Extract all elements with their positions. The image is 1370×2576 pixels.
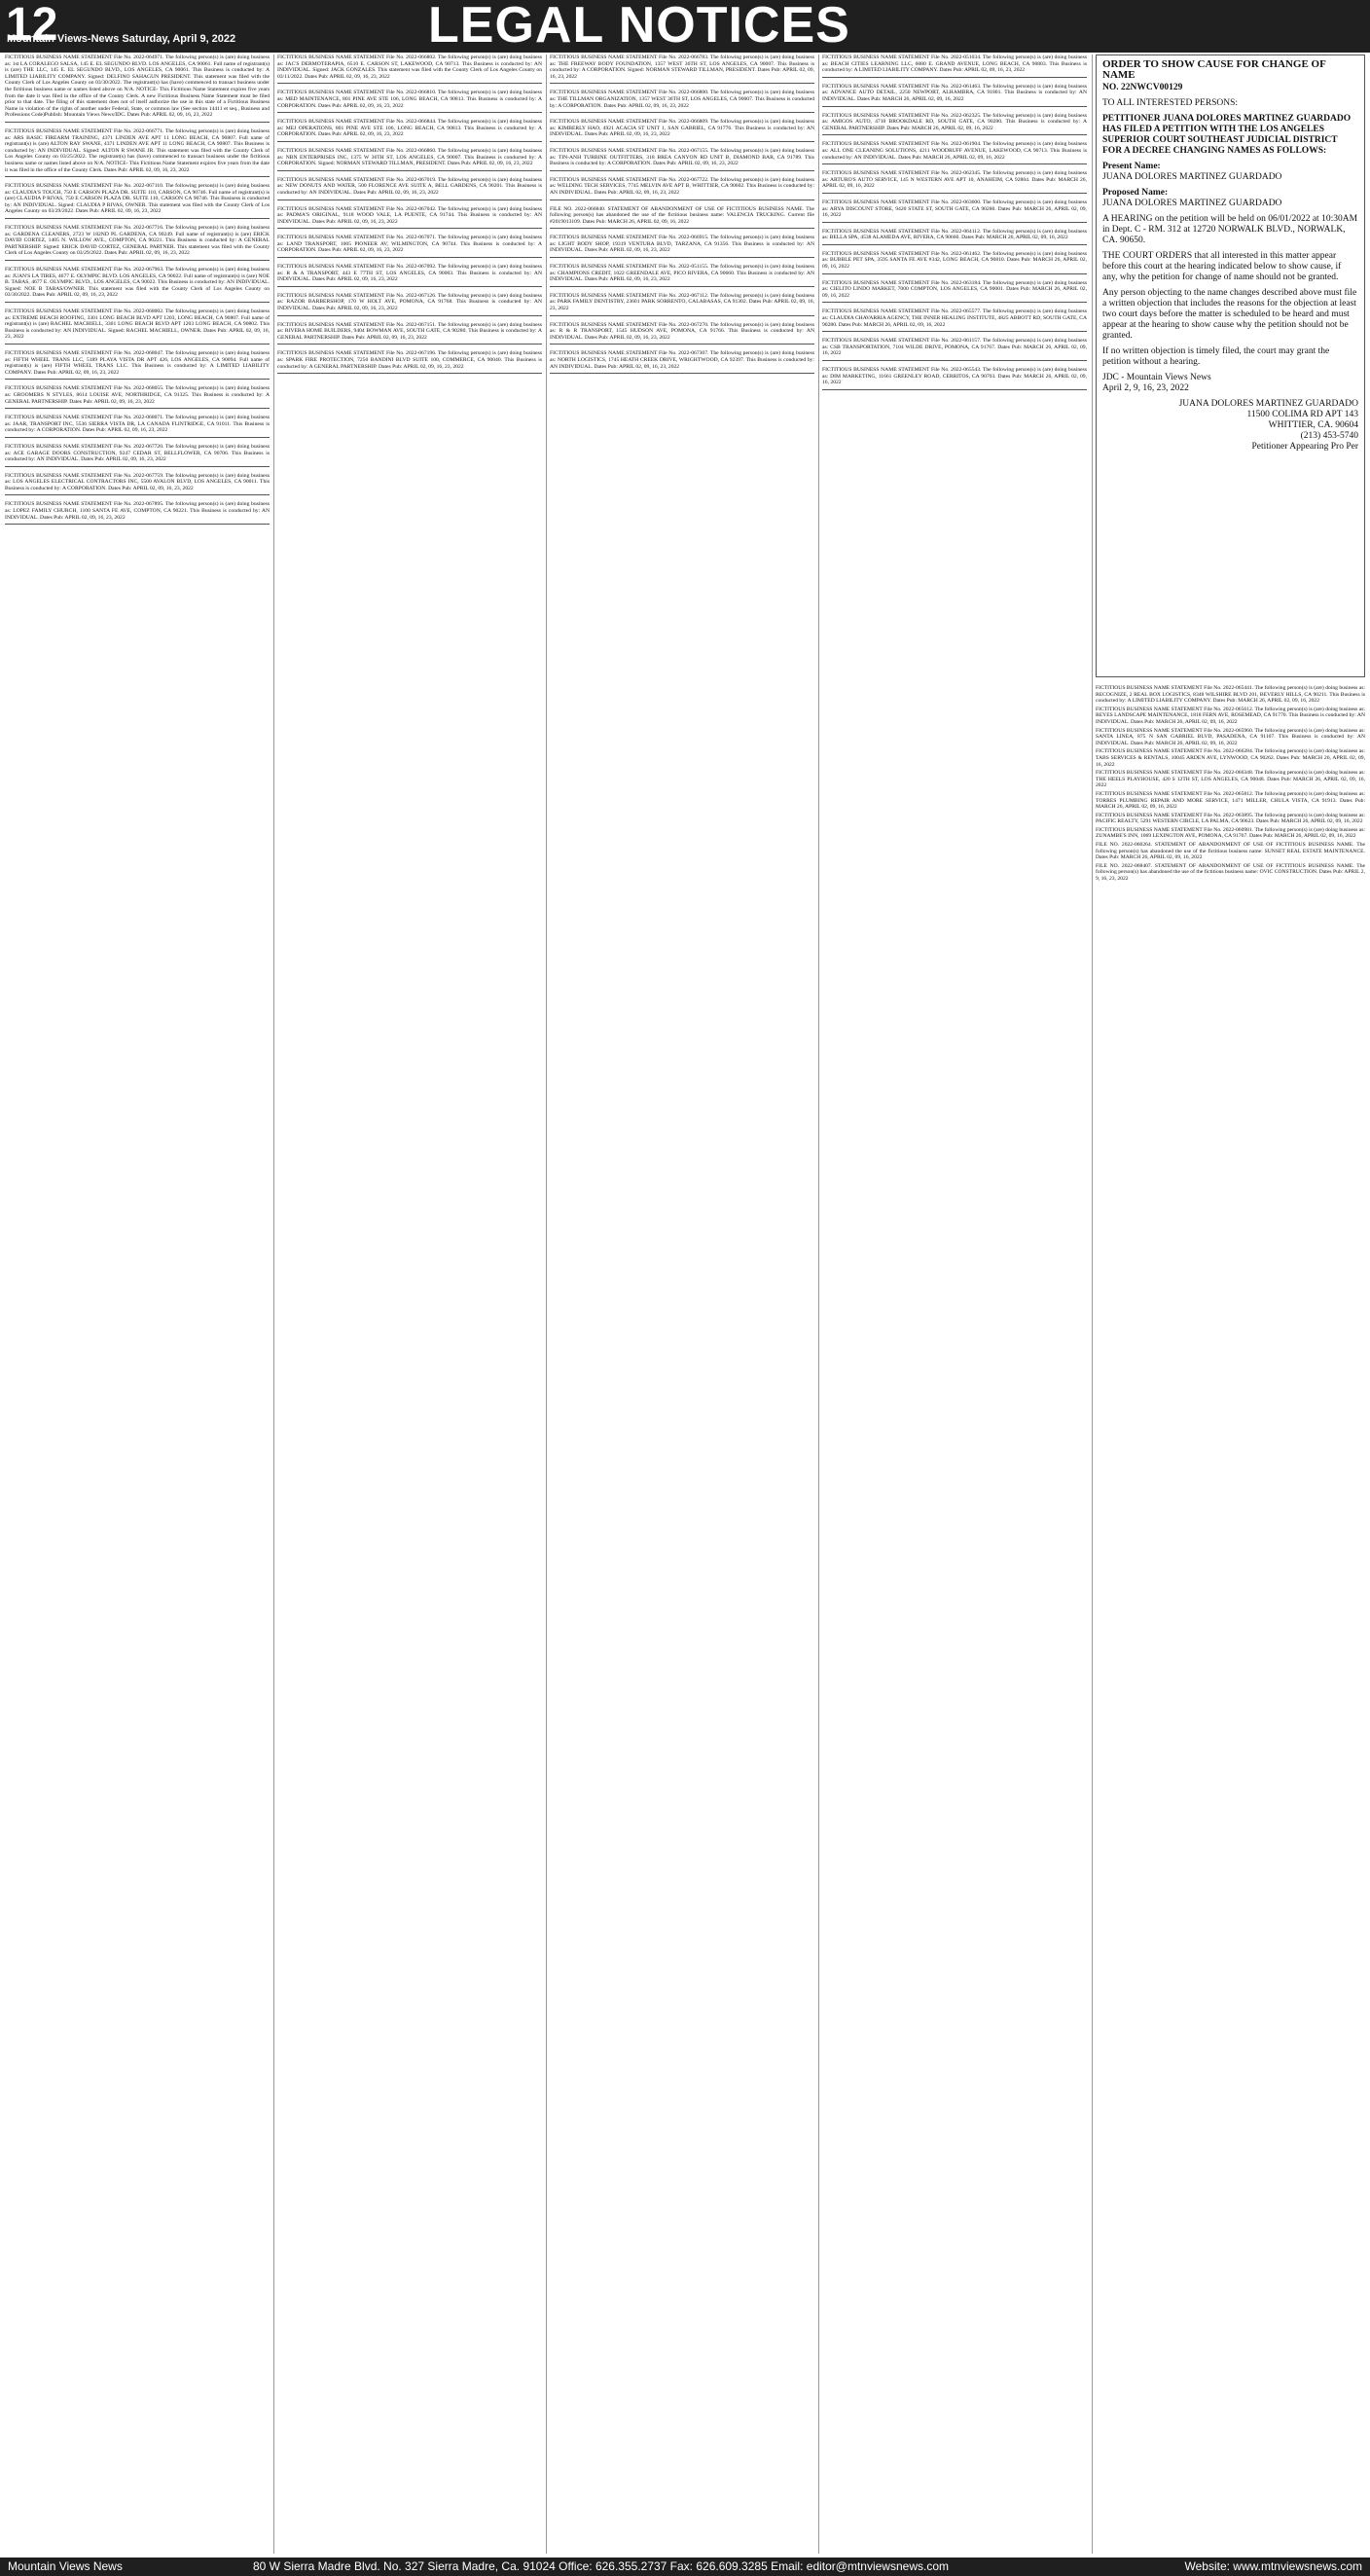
- notice-text: FICTITIOUS BUSINESS NAME STATEMENT File No. 2022-066771. The following person(s) is (are) doing business as: ARS BASIC FIREARM TRAINING, 4371 LINDEN AVE APT 11 LONG BEACH, CA 90807. Full name of registrant(s) is (are) ALTON RAY SWANE, 4371 LINDEN AVE APT 11 LONG BEACH, CA 90807. This Business is conducted by: AN INDIVIDUAL. Signed: ALTON R SWANE JR. This statement was filed with the County Clerk of Los Angeles County on 03/25/2022. The registrant(s) has (have) commenced to transact business under the fictitious business name or names listed above on N/A. NOTICE- This Fictitious Name Statement expires five years from the date it was filed in the office of the County Clerk. Dates Pub: APRIL 02, 09, 16, 23, 2022: [5, 127, 270, 173]
- legal-notice: [5, 225, 270, 261]
- notice-text: FICTITIOUS BUSINESS NAME STATEMENT File No. 2022-063895. The following person(s) is (are) doing business as: PACIFIC REALTY, 5291 WESTERN CIRCLE, LA PALMA, CA 90623. Dates Pub: MARCH 26, APRIL 02, 09, 16, 2022: [1096, 812, 1365, 825]
- legal-notice: [1096, 685, 1365, 705]
- legal-notice: [277, 54, 542, 84]
- notice-text: FICTITIOUS BUSINESS NAME STATEMENT File No. 2022-066810. The following person(s) is (are) doing business as: MED MAINTENANCE, 801 PINE AVE STE 106, LONG BEACH, CA 90813. This Business is conducted by: A CORPORATION. Dates Pub: APRIL 02, 09, 16, 23, 2022: [277, 90, 542, 109]
- notice-separator: [550, 83, 814, 84]
- notice-separator: [550, 344, 814, 345]
- legal-notice: [5, 54, 270, 123]
- notice-separator: [5, 494, 270, 495]
- notice-separator: [5, 122, 270, 123]
- legal-notice: [277, 119, 542, 142]
- notice-text: FICTITIOUS BUSINESS NAME STATEMENT File No. 2022-061157. The following person(s) is (are) doing business as: CSB TRANSPORTATION, 7104 WILDE DRIVE, POMONA, CA 91767. Dates Pub: MARCH 26, APRIL 02, 09, 16, 2022: [822, 338, 1087, 357]
- column-rule: [1092, 54, 1093, 2554]
- notice-separator: [277, 344, 542, 345]
- notice-separator: [277, 112, 542, 113]
- petitioner-name: JUANA DOLORES MARTINEZ GUARDADO: [1178, 399, 1358, 409]
- legal-notice: [1096, 748, 1365, 768]
- notice-separator: [550, 112, 814, 113]
- page-number: 12: [6, 0, 58, 51]
- petitioner-role: Petitioner Appearing Pro Per: [1251, 442, 1358, 452]
- legal-notice: [550, 90, 814, 113]
- notice-separator: [277, 257, 542, 258]
- notice-text: FICTITIOUS BUSINESS NAME STATEMENT File No. 2022-060981. The following person(s) is (are) doing business as: ZUNAMBE'S INN, 1069 LEXINGTON AVE, POMONA, CA 91767. Dates Pub: MARCH 26, APRIL 02, 09, 16, 2022: [1096, 826, 1365, 840]
- legal-notice: [550, 350, 814, 374]
- notice-separator: [277, 286, 542, 287]
- legal-notice: [550, 206, 814, 230]
- notice-text: FICTITIOUS BUSINESS NAME STATEMENT File No. 2022-063600. The following person(s) is (are) doing business as: ARYA DISCOUNT STORE, 9420 STATE ST, SOUTH GATE, CA 90280. Dates Pub: MARCH 26, APRIL 02, 09, 16, 2022: [822, 199, 1087, 219]
- no-objection-text: If no written objection is timely filed, the court may grant the petition without a hearing.: [1102, 346, 1330, 367]
- column-1: [5, 54, 270, 2554]
- notice-text: FICTITIOUS BUSINESS NAME STATEMENT File No. 2022-062325. The following person(s) is (are) doing business as: AMIGOS AUTO, 4710 BROOKDALE RD, SOUTH GATE, CA 90280. This Business is conducted by: A GENERAL PARTNERSHIP. Dates Pub: MARCH 26, APRIL 02, 09, 16, 2022: [822, 112, 1087, 131]
- proposed-name-label: Proposed Name:: [1102, 188, 1169, 198]
- court-orders-text: THE COURT ORDERS that all interested in this matter appear before this court at the hearing indicated below to show cause, if any, why the petition for change of name should not be granted.: [1102, 251, 1342, 282]
- notice-separator: [822, 193, 1087, 194]
- legal-notice: [550, 264, 814, 287]
- notice-separator: [277, 315, 542, 316]
- legal-notice: [822, 280, 1087, 304]
- legal-notice: [5, 267, 270, 303]
- notice-text: FICTITIOUS BUSINESS NAME STATEMENT File No. 2022-067307. The following person(s) is (are) doing business as: NORTH LOGISTICS, 1745 HEATH CREEK DRIVE, WRIGHTWOOD, CA 92397. This Business is conducted by: AN INDIVIDUAL. Dates Pub: APRIL 02, 09, 16, 23, 2022: [550, 350, 814, 370]
- notice-text: FICTITIOUS BUSINESS NAME STATEMENT File No. 2022-067963. The following person(s) is (are) doing business as: JUAN'S LA TIRES, 4677 E. OLYMPIC BLVD. LOS ANGELES, CA 90022. Full name of registrant(s) is (are) NOE B. TABAS, 4677 E. OLYMPIC BLVD., LOS ANGELES, CA 90022. This Business is conducted by: AN INDIVIDUAL. Signed: NOE B TABAS/OWNER. This statement was filed with the County Clerk of Los Angeles County on 03/30/2022. Dates Pub: APRIL 02, 09, 16, 23, 2022: [5, 267, 270, 299]
- petitioner-address-1: 11500 COLIMA RD APT 143: [1246, 410, 1358, 419]
- notice-separator: [822, 134, 1087, 135]
- legal-notice: [822, 338, 1087, 361]
- legal-notice: [5, 128, 270, 177]
- column-4: [822, 54, 1087, 2554]
- footer-bar: [0, 2558, 1370, 2576]
- notice-separator: [822, 106, 1087, 107]
- notice-separator: [550, 315, 814, 316]
- legal-notice: [822, 367, 1087, 390]
- publication: JDC - Mountain Views News: [1102, 373, 1211, 382]
- notice-text: FILE NO. 2022-068407. STATEMENT OF ABANDONMENT OF USE OF FICTITIOUS BUSINESS NAME. The following person(s) has abandoned the use of the fictitious business name: OVIC CONSTRUCTION. Dates Pub: APRIL 2, 9, 16, 23, 2022: [1096, 862, 1365, 883]
- notice-text: FICTITIOUS BUSINESS NAME STATEMENT File No. 2022-065960. The following person(s) is (are) doing business as: SANTA LINEA, 875 N SAN GABRIEL BLVD, PASADENA, CA 91107. This Business is conducted by: AN INDIVIDUAL. Dates Pub: MARCH 26, APRIL 02, 09, 16, 2022: [1096, 727, 1365, 746]
- notice-text: FICTITIOUS BUSINESS NAME STATEMENT File No. 2022-068055. The following person(s) is (are) doing business as: GROOMERS N STYLES, 8614 LOUISE AVE, NORTHRIDGE, CA 91325. This Business is conducted by: A GENERAL PARTNERSHIP. Dates Pub: APRIL 02, 09, 16, 23, 2022: [5, 385, 270, 405]
- notice-text: FICTITIOUS BUSINESS NAME STATEMENT File No. 2022-067196. The following person(s) is (are) doing business as: SPARK FIRE PROTECTION, 7250 BANDINI BLVD SUITE 100, COMMERCE, CA 90040. This Business is conducted by: A GENERAL PARTNERSHIP. Dates Pub: APRIL 02, 09, 16, 23, 2022: [277, 350, 542, 370]
- notice-separator: [822, 331, 1087, 332]
- legal-notice: [822, 141, 1087, 164]
- notice-separator: [277, 83, 542, 84]
- notice-separator: [822, 273, 1087, 274]
- notice-text: FICTITIOUS BUSINESS NAME STATEMENT File No. 2022-068047. The following person(s) is (are) doing business as: FIFTH WHEEL TRANS LLC, 5189 PLAYA VISTA DR APT 426, LOS ANGELES, CA 90094. Full name of registrant(s) is (are) FIFTH WHEEL TRANS LLC. This Business is conducted by: A LIMITED LIABILITY COMPANY. Dates Pub: APRIL 02, 09, 16, 23, 2022: [5, 349, 270, 376]
- legal-notice: [5, 183, 270, 219]
- notice-text: FICTITIOUS BUSINESS NAME STATEMENT File No. 2022-068071. The following person(s) is (are) doing business as: JAAR, TRANSPORT INC, 5536 SIERRA VISTA DR, LA CANADA FLINTRIDGE, CA 91011. This Business is conducted by: A CORPORATION. Dates Pub: APRIL 02, 09, 16, 23, 2022: [5, 415, 270, 434]
- legal-notice: [1096, 791, 1365, 811]
- notice-separator: [5, 408, 270, 409]
- notice-text: FICTITIOUS BUSINESS NAME STATEMENT File No. 2022-063184. The following person(s) is (are) doing business as: CIELITO LINDO MARKET, 7000 COMPTON, LOS ANGELES, CA 90001. Dates Pub: MARCH 26, APRIL 02, 09, 16, 2022: [822, 279, 1087, 299]
- legal-notice: [5, 385, 270, 409]
- legal-notice: [550, 119, 814, 142]
- legal-notice: [550, 54, 814, 84]
- notice-separator: [5, 344, 270, 345]
- column-rule: [818, 54, 819, 2554]
- notice-text: FICTITIOUS BUSINESS NAME STATEMENT File No. 2022-064112. The following person(s) is (are) doing business as: BELLA SPA, 4538 ALAMEDA AVE, RIVERA, CA 90660. Dates Pub: MARCH 26, APRIL 02, 09, 16, 2022: [822, 228, 1087, 241]
- legal-notice: [5, 308, 270, 345]
- legal-notice: [277, 177, 542, 200]
- notice-text: FICTITIOUS BUSINESS NAME STATEMENT File No. 2022-068002. The following person(s) is (are) doing business as: EXTREME BEACH ROOFING, 3301 LONG BEACH BLVD APT 1203, LONG BEACH, CA 90807. Full name of registrant(s) is (are) RACHEL MACHIELL, 3301 LONG BEACH BLVD APT 1203 LONG BEACH, CA 90802. This Business is conducted by: AN INDIVIDUAL. Signed: RACHEL MACHIELL, OWNER. Dates Pub: APRIL 02, 09, 16, 23, 2022: [5, 308, 270, 341]
- legal-notice: [822, 200, 1087, 223]
- notice-separator: [822, 163, 1087, 164]
- dateline: Mountain Views-News Saturday, April 9, 2022: [7, 33, 236, 45]
- notice-text: FICTITIOUS BUSINESS NAME STATEMENT File No. 2022-067155. The following person(s) is (are) doing business as: TIN-ANH TURBINE OUTFITTERS, 318 BREA CANYON RD UNIT B, DIAMOND BAR, CA 91789. This Business is conducted by: A CORPORATION. Dates Pub: APRIL 02, 09, 16, 23, 2022: [550, 147, 814, 167]
- legal-notice: [822, 54, 1087, 78]
- case-number: NO. 22NWCV00129: [1102, 83, 1183, 92]
- column-rule: [273, 54, 274, 2554]
- notice-separator: [5, 176, 270, 177]
- notice-text: FICTITIOUS BUSINESS NAME STATEMENT File No. 2022-061463. The following person(s) is (are) doing business as: ADVANCE AUTO DETAIL, 2250 NEWPORT, ALHAMBRA, CA 91801. This Business is conducted by: AN INDIVIDUAL. Dates Pub: MARCH 26, APRIL 02, 09, 16, 2022: [822, 83, 1087, 102]
- notice-separator: [822, 302, 1087, 303]
- notice-text: FICTITIOUS BUSINESS NAME STATEMENT File No. 2022-064971. The following person(s) is (are) doing business as: 1st LA CORALEGO SALSA, 145 E. EL SEGUNDO BLVD. LOS ANGELES, CA 90061. Full name of registrant(s) is (are) THE LLC, 145 E. EL SEGUNDO BLVD., LOS ANGELES, CA 90061. This Business is conducted by: A LIMITED LIABILITY COMPANY. Signed: DELFINO SAHAGUN PRESIDENT. This statement was filed with the County Clerk of Los Angeles County on 03/30/2022. The registrant(s) has (have) commenced to transact business under the fictitious business name or names listed above on N/A. NOTICE- This Fictitious Name Statement expires five years from the date it was filed in the office of the County Clerk. A new Fictitious Business Name Statement must be filed prior to that date. The filing of this statement does not of itself authorize the use in this state of a Fictitious Business Name in violation of the rights of another under Federal, State, or common law (See section 14411 et seq., Business and Professions Code)Publish: Mountain Views News/IDC. Dates Pub: APRIL 02, 09, 16, 23, 2022: [5, 54, 270, 119]
- masthead: [0, 0, 1370, 53]
- legal-notice: [822, 251, 1087, 274]
- objection-text: Any person objecting to the name changes described above must file a written objection that includes the reasons for the objection at least two court days before the matter is scheduled to be heard and must appear at the hearing to show cause why the petition should not be granted.: [1102, 288, 1357, 341]
- legal-notice: [822, 84, 1087, 107]
- legal-notices-columns: [5, 54, 1365, 2554]
- legal-notice: [277, 90, 542, 113]
- notice-text: FICTITIOUS BUSINESS NAME STATEMENT File No. 2022-067126. The following person(s) is (are) doing business as: RAZOR BARBERSHOP, 170 W HOLT AVE, POMONA, CA 91768. This Business is conducted by: AN INDIVIDUAL. Dates Pub: APRIL 02, 09, 16, 23, 2022: [277, 292, 542, 312]
- legal-notice: [277, 235, 542, 258]
- legal-notice: [5, 501, 270, 525]
- legal-notice: [822, 308, 1087, 332]
- legal-notice: [550, 148, 814, 171]
- notice-text: FICTITIOUS BUSINESS NAME STATEMENT File No. 2022-051155. The following person(s) is (are) doing business as: CHAMPIONS CREDIT, 1022 GREENDALE AVE, PICO RIVERA, CA 90660. This Business is conducted by: AN INDIVIDUAL. Dates Pub: APRIL 02, 09, 16, 23, 2022: [550, 264, 814, 283]
- notice-separator: [822, 222, 1087, 223]
- present-name-label: Present Name:: [1102, 162, 1161, 171]
- notice-text: FICTITIOUS BUSINESS NAME STATEMENT File No. 2022-066860. The following person(s) is (are) doing business as: NBN ENTERPRISES INC, 1375 W 36TH ST, LOS ANGELES, CA 90007. This Business is conducted by: A CORPORATION. Signed: NORMAN STEWARD TILLMAN, PRESIDENT. Dates Pub: APRIL 02, 09, 16, 23, 2022: [277, 147, 542, 167]
- legal-notice: [822, 229, 1087, 245]
- legal-notice: [550, 322, 814, 345]
- legal-notice: [1096, 842, 1365, 861]
- notice-text: FICTITIOUS BUSINESS NAME STATEMENT File No. 2022-061904. The following person(s) is (are) doing business as: ALL ONE CLEANING SOLUTIONS, 4211 WOODRUFF AVENUE, LAKEWOOD, CA 90713. This Business is conducted by: AN INDIVIDUAL. Dates Pub: MARCH 26, APRIL 02, 09, 16, 2022: [822, 141, 1087, 161]
- notice-separator: [5, 379, 270, 380]
- section-title: LEGAL NOTICES: [428, 0, 850, 54]
- notice-separator: [277, 373, 542, 374]
- notice-separator: [550, 257, 814, 258]
- legal-notice: [822, 170, 1087, 194]
- legal-notice: [277, 322, 542, 345]
- legal-notice: [1096, 813, 1365, 825]
- notice-separator: [5, 218, 270, 219]
- notice-text: FICTITIOUS BUSINESS NAME STATEMENT File No. 2022-067110. The following person(s) is (are) doing business as: CLAUDIA'S TOUCH, 750 E CARSON PLAZA DR. SUITE 110, CARSON, CA 90746. Full name of registrant(s) is (are) CLAUDIA P RIVAS, 750 E CARSON PLAZA DR. SUITE 110, CARSON CA 90746. This Business is conducted by: AN INDIVIDUAL. Signed: CLAUDIA P RIVAS, OWNER. This statement was filed with the County Clerk of Los Angeles County on 03/29/2022. Dates Pub: APRIL 02, 09, 16, 23, 2022: [5, 183, 270, 215]
- proposed-name: JUANA DOLORES MARTINEZ GUARDADO: [1102, 199, 1282, 208]
- legal-notice: [1096, 863, 1365, 883]
- notice-text: FICTITIOUS BUSINESS NAME STATEMENT File No. 2022-066284. The following person(s) is (are) doing business as: TABS SERVICES & RENTALS, 10045 ARDEN AVE, LYNWOOD, CA 90262. Dates Pub: MARCH 26, APRIL 02, 09, 16, 2022: [1096, 748, 1365, 768]
- footer-website: Website: www.mtnviewsnews.com: [1184, 2559, 1362, 2573]
- notice-text: FICTITIOUS BUSINESS NAME STATEMENT File No. 2022-066783. The following person(s) is (are) doing business as: THE FREEWAY BODY FOUNDATION, 1357 WEST 36TH ST, LOS ANGELES, CA 90007. This Business is conducted by: A CORPORATION. Signed: NORMAN STEWARD TILLMAN, PRESIDENT. Dates Pub: APRIL 02, 09, 16, 23, 2022: [550, 54, 814, 80]
- notice-text: FICTITIOUS BUSINESS NAME STATEMENT File No. 2022-067270. The following person(s) is (are) doing business as: R & R TRANSPORT, 1545 HUDSON AVE, POMONA, CA 91766. This Business is conducted by: AN INDIVIDUAL. Dates Pub: APRIL 02, 09, 16, 23, 2022: [550, 321, 814, 341]
- notice-text: FICTITIOUS BUSINESS NAME STATEMENT File No. 2022-061462. The following person(s) is (are) doing business as: BUBBLE PET SPA, 3595 SANTA FE AVE #342, LONG BEACH, CA 90810. Dates Pub: MARCH 26, APRIL 02, 09, 16, 2022: [822, 250, 1087, 271]
- legal-notice: [822, 113, 1087, 136]
- order-addressee: TO ALL INTERESTED PERSONS:: [1102, 98, 1239, 108]
- legal-notice: [5, 415, 270, 438]
- legal-notice: [550, 235, 814, 258]
- notice-text: FICTITIOUS BUSINESS NAME STATEMENT File No. 2022-067042. The following person(s) is (are) doing business as: PADMA'S ORIGINAL, 9118 WOOD VALE, LA PUENTE, CA 91744. This Business is conducted by: AN INDIVIDUAL. Dates Pub: APRIL 02, 09, 16, 23, 2022: [277, 205, 542, 225]
- notice-text: FICTITIOUS BUSINESS NAME STATEMENT File No. 2022-065812. The following person(s) is (are) doing business as: TORRES PLUMBING REPAIR AND MORE SERVICE, 1471 MILLER, CHULA VISTA, CA 91913. Dates Pub: MARCH 26, APRIL 02, 09, 16, 2022: [1096, 790, 1365, 811]
- notice-separator: [5, 260, 270, 261]
- notice-separator: [5, 437, 270, 438]
- notice-separator: [5, 302, 270, 303]
- notice-text: FICTITIOUS BUSINESS NAME STATEMENT File No. 2022-051034. The following person(s) is (are) doing business as: BEACH CITIES LEARNING LLC, 6080 E. GRAND AVENUE, LONG BEACH, CA 90803. This Business is conducted by: A LIMITED LIABILITY COMPANY. Dates Pub: APRIL 02, 09, 16, 23, 2022: [822, 54, 1087, 74]
- order-heading: ORDER TO SHOW CAUSE FOR CHANGE OF NAME: [1102, 58, 1326, 81]
- notice-text: FICTITIOUS BUSINESS NAME STATEMENT File No. 2022-065543. The following person(s) is (are) doing business as: DIM MARKETING, 11661 GREENLEY ROAD, CERRITOS, CA 90703. Dates Pub: MARCH 26, APRIL 02, 09, 16, 2022: [822, 367, 1087, 386]
- notice-separator: [822, 389, 1087, 390]
- notice-text: FICTITIOUS BUSINESS NAME STATEMENT File No. 2022-065612. The following person(s) is (are) doing business as: REYES LANDSCAPE MAINTENANCE, 1818 FERN AVE, ROSEMEAD, CA 91770. This Business is conducted by: AN INDIVIDUAL. Dates Pub: MARCH 26, APRIL 02, 09, 16, 2022: [1096, 706, 1365, 725]
- notice-text: FICTITIOUS BUSINESS NAME STATEMENT File No. 2022-062345. The following person(s) is (are) doing business as: ARTURO'S AUTO SERVICE, 145 N WESTERN AVE APT 10, ANAHEIM, CA 92804. Dates Pub: MARCH 26, APRIL 02, 09, 16, 2022: [822, 170, 1087, 190]
- legal-notice: [1096, 770, 1365, 789]
- notice-text: FICTITIOUS BUSINESS NAME STATEMENT File No. 2022-066844. The following person(s) is (are) doing business as: MEJ OPERATIONS, 801 PINE AVE STE 106, LONG BEACH, CA 90813. This Business is conducted by: A CORPORATION. Dates Pub: APRIL 02, 09, 16, 23, 2022: [277, 119, 542, 138]
- present-name: JUANA DOLORES MARTINEZ GUARDADO: [1102, 172, 1282, 182]
- legal-notice: [1096, 827, 1365, 840]
- notice-text: FICTITIOUS BUSINESS NAME STATEMENT File No. 2022-066802. The following person(s) is (are) doing business as: JAC'S DERMOTERAPIA, 6510 E. CARSON ST, LAKEWOOD, CA 90713. This Business is conducted by: AN INDIVIDUAL. Signed: JACK GONZALES. This statement was filed with the County Clerk of Los Angeles County on 03/11/2022. Dates Pub: APRIL 02, 09, 16, 23, 2022: [277, 54, 542, 80]
- notice-text: FICTITIOUS BUSINESS NAME STATEMENT File No. 2022-067722. The following person(s) is (are) doing business as: WELDING TECH SERVICES, 7745 MELVIN AVE APT B, WHITTIER, CA 90602. This Business is conducted by: AN INDIVIDUAL. Dates Pub: APRIL 02, 09, 16, 23, 2022: [550, 176, 814, 196]
- notice-text: FICTITIOUS BUSINESS NAME STATEMENT File No. 2022-065577. The following person(s) is (are) doing business as: CLAUDIA CHAVARRIA AGENCY, THE INNER HEALING INSTITUTE, 4825 ABBOTT RD, SOUTH GATE, CA 90280. Dates Pub: MARCH 26, APRIL 02, 09, 16, 2022: [822, 308, 1087, 328]
- notice-text: FICTITIOUS BUSINESS NAME STATEMENT File No. 2022-067092. The following person(s) is (are) doing business as: R & A TRANSPORT, 443 E 77TH ST, LOS ANGELES, CA 90003. This Business is conducted by: AN INDIVIDUAL. Dates Pub: APRIL 02, 09, 16, 23, 2022: [277, 264, 542, 283]
- notice-separator: [277, 170, 542, 171]
- legal-notice: [277, 148, 542, 171]
- notice-text: FICTITIOUS BUSINESS NAME STATEMENT File No. 2022-066915. The following person(s) is (are) doing business as: LIGHT BODY SHOP, 19319 VENTURA BLVD, TARZANA, CA 91356. This Business is conducted by: AN INDIVIDUAL. Dates Pub: APRIL 02, 09, 16, 23, 2022: [550, 235, 814, 254]
- notice-separator: [550, 170, 814, 171]
- notice-text: FICTITIOUS BUSINESS NAME STATEMENT File No. 2022-065441. The following person(s) is (are) doing business as: RECOGNIZE, 2 REAL BOX LOGISTICS, 8348 WILSHIRE BLVD 201, BEVERLY HILLS, CA 90211. This Business is conducted by: A LIMITED LIABILITY COMPANY. Dates Pub: MARCH 26, APRIL 02, 09, 16, 2022: [1096, 685, 1365, 705]
- notice-text: FICTITIOUS BUSINESS NAME STATEMENT File No. 2022-067895. The following person(s) is (are) doing business as: LOPEZ FAMILY CHURCH, 1100 SANTA FE AVE, COMPTON, CA 90221. This Business is conducted by: AN INDIVIDUAL. Dates Pub: APRIL 02, 09, 16, 23, 2022: [5, 501, 270, 521]
- notice-text: FICTITIOUS BUSINESS NAME STATEMENT File No. 2022-066809. The following person(s) is (are) doing business as: KIMBERLY HAO, 4921 ACACIA ST UNIT 1, SAN GABRIEL, CA 91776. This Business is conducted by: AN INDIVIDUAL. Dates Pub: APRIL 02, 09, 16, 23, 2022: [550, 119, 814, 138]
- notice-text: FICTITIOUS BUSINESS NAME STATEMENT File No. 2022-067071. The following person(s) is (are) doing business as: LAND TRANSPORT, 1005 PIONEER AV, WILMINGTON, CA 90744. This Business is conducted by: A CORPORATION. Dates Pub: APRIL 02, 09, 16, 23, 2022: [277, 235, 542, 254]
- column-2: [277, 54, 542, 2554]
- notice-text: FICTITIOUS BUSINESS NAME STATEMENT File No. 2022-067019. The following person(s) is (are) doing business as: NEW DONUTS AND WATER, 500 FLORENCE AVE SUITE A, BELL GARDENS, CA 90201. This Business is conducted by: AN INDIVIDUAL. Dates Pub: APRIL 02, 09, 16, 23, 2022: [277, 176, 542, 196]
- legal-notice: [5, 350, 270, 380]
- notice-text: FICTITIOUS BUSINESS NAME STATEMENT File No. 2022-067151. The following person(s) is (are) doing business as: RIVERA HOME BUILDERS, 9404 BOWMAN AVE, SOUTH GATE, CA 90280. This Business is conducted by: A GENERAL PARTNERSHIP. Dates Pub: APRIL 02, 09, 16, 23, 2022: [277, 321, 542, 341]
- name-change-order-box: [1096, 54, 1365, 677]
- notice-separator: [550, 228, 814, 229]
- notice-separator: [277, 228, 542, 229]
- petition-text: PETITIONER JUANA DOLORES MARTINEZ GUARDADO HAS FILED A PETITION WITH THE LOS ANGELES SUPERIOR COURT SOUTHEAST JUDICIAL DISTRICT FOR A DECREE CHANGING NAMES AS FOLLOWS:: [1102, 114, 1352, 156]
- notice-separator: [822, 77, 1087, 78]
- notice-separator: [822, 360, 1087, 361]
- footer-contact: 80 W Sierra Madre Blvd. No. 327 Sierra Madre, Ca. 91024 Office: 626.355.2737 Fax: 626.609.3285 Email: editor@mtnviewsnews.com: [253, 2559, 949, 2573]
- notice-text: FICTITIOUS BUSINESS NAME STATEMENT File No. 2022-067716. The following person(s) is (are) doing business as: GARDENA CLEANERS, 2723 W 182ND PL GARDENA, CA 90249. Full name of registrant(s) is (are) ERICK DAVID CORTEZ, 1405 N. WILLOW AVE., COMPTON, CA 90221. This Business is conducted by: A GENERAL PARTNERSHIP. Signed: ERICK DAVID CORTEZ, GENERAL PARTNER. This statement was filed with the County Clerk of Los Angeles County on 03/29/2022. Dates Pub: APRIL 02, 09, 16, 23, 2022: [5, 225, 270, 257]
- notice-separator: [550, 141, 814, 142]
- legal-notice: [277, 293, 542, 316]
- notice-text: FICTITIOUS BUSINESS NAME STATEMENT File No. 2022-067720. The following person(s) is (are) doing business as: ACE GARAGE DOORS CONSTRUCTION, 9247 CEDAR ST, BELLFLOWER, CA 90706. This Business is conducted by: AN INDIVIDUAL. Dates Pub: APRIL 02, 09, 16, 23, 2022: [5, 443, 270, 463]
- legal-notice: [5, 444, 270, 467]
- publication-dates: April 2, 9, 16, 23, 2022: [1102, 383, 1189, 393]
- notice-separator: [277, 141, 542, 142]
- column-rule: [546, 54, 547, 2554]
- notice-text: FICTITIOUS BUSINESS NAME STATEMENT File No. 2022-066800. The following person(s) is (are) doing business as: THE TILLMAN ORGANIZATION, 1357 WEST 36TH ST, LOS ANGELES, CA 90007. This Business is conducted by: A CORPORATION. Dates Pub: APRIL 02, 09, 16, 23, 2022: [550, 90, 814, 109]
- notice-text: FICTITIOUS BUSINESS NAME STATEMENT File No. 2022-067112. The following person(s) is (are) doing business as: PARK FAMILY DENTISTRY, 23601 PARK SORRENTO, CALABASAS, CA 91302. Dates Pub: APRIL 02, 09, 16, 23, 2022: [550, 292, 814, 312]
- legal-notice: [550, 177, 814, 200]
- legal-notice: [550, 293, 814, 316]
- legal-notice: [1096, 728, 1365, 747]
- petitioner-phone: (213) 453-5740: [1300, 431, 1358, 441]
- notice-text: FILE NO. 2022-060264. STATEMENT OF ABANDONMENT OF USE OF FICTITIOUS BUSINESS NAME. The following person(s) has abandoned the use of the fictitious business name: SUNSET REAL ESTATE MAINTENANCE. Dates Pub: MARCH 26, APRIL 02, 09, 16, 2022: [1096, 842, 1365, 861]
- column-5: [1096, 685, 1365, 2554]
- notice-separator: [550, 373, 814, 374]
- notice-separator: [5, 524, 270, 525]
- notice-text: FILE NO. 2022-066840. STATEMENT OF ABANDONMENT OF USE OF FICTITIOUS BUSINESS NAME. The following person(s) has abandoned the use of the fictitious business name: VALENCIA TRUCKING. Current file #2019013109. Dates Pub: MARCH 26, APRIL 02, 09, 16, 2022: [550, 205, 814, 225]
- hearing-text: A HEARING on the petition will be held on 06/01/2022 at 10:30AM in Dept. C - RM. 312 at 12720 NORWALK BLVD., NORWALK, CA. 90650.: [1102, 214, 1358, 245]
- notice-separator: [550, 286, 814, 287]
- legal-notice: [277, 206, 542, 230]
- notice-separator: [5, 466, 270, 467]
- legal-notice: [1096, 707, 1365, 726]
- legal-notice: [277, 350, 542, 374]
- notice-separator: [822, 244, 1087, 245]
- column-3: [550, 54, 814, 2554]
- legal-notice: [5, 473, 270, 496]
- footer-publication: Mountain Views News: [8, 2559, 123, 2573]
- petitioner-address-2: WHITTIER, CA. 90604: [1268, 420, 1358, 430]
- notice-text: FICTITIOUS BUSINESS NAME STATEMENT File No. 2022-067759. The following person(s) is (are) doing business as: LOS ANGELES ELECTRICAL CONTRACTORS INC, 5500 AVALON BLVD, LOS ANGELES, CA 90011. This Business is conducted by: A CORPORATION. Dates Pub: APRIL 02, 09, 16, 23, 2022: [5, 472, 270, 491]
- notice-text: FICTITIOUS BUSINESS NAME STATEMENT File No. 2022-066348. The following person(s) is (are) doing business as: THE HEELS PLAYHOUSE, 420 S 12TH ST, LOS ANGELES, CA 90048. Dates Pub: MARCH 26, APRIL 02, 09, 16, 2022: [1096, 770, 1365, 789]
- legal-notice: [277, 264, 542, 287]
